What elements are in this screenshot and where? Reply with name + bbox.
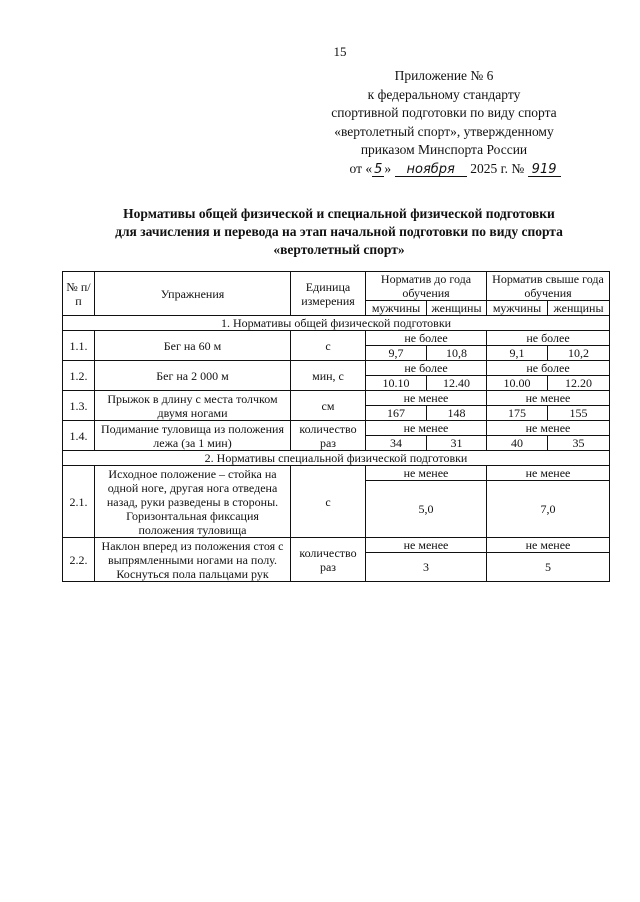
row-criterion-2: не менее bbox=[487, 538, 610, 553]
value-first-year: 3 bbox=[366, 553, 487, 582]
order-number: 919 bbox=[528, 163, 561, 177]
date-day: 5 bbox=[374, 161, 383, 177]
table-row bbox=[63, 361, 610, 376]
row-exercise: Наклон вперед из положения стоя с выпрямленными ногами на полу. Коснуться пола пальцами рук bbox=[95, 538, 291, 582]
date-year: 2025 г. № bbox=[470, 160, 525, 176]
row-criterion-1: не менее bbox=[366, 538, 487, 553]
value-women-2: 12.20 bbox=[548, 376, 610, 391]
appendix-line-4: «вертолетный спорт», утвержденному bbox=[334, 123, 554, 139]
title-line-2: для зачисления и перевода на этап начальной подготовки по виду спорта bbox=[115, 224, 563, 239]
value-women-2: 35 bbox=[548, 436, 610, 451]
row-criterion-1: не менее bbox=[366, 421, 487, 436]
value-first-year: 5,0 bbox=[366, 481, 487, 538]
row-exercise: Исходное положение – стойка на одной ноге, другая нога отведена назад, руки разведены в стороны. Горизонтальная фиксация положения туловища bbox=[95, 466, 291, 538]
row-criterion-2: не более bbox=[487, 331, 610, 346]
value-women-2: 10,2 bbox=[548, 346, 610, 361]
section-title-2: 2. Нормативы специальной физической подготовки bbox=[63, 451, 610, 466]
norms-table bbox=[62, 271, 610, 582]
header-num: № п/п bbox=[63, 272, 95, 316]
row-num: 1.3. bbox=[63, 391, 95, 421]
date-month: ноября bbox=[395, 163, 467, 177]
appendix-date-line bbox=[284, 160, 604, 179]
value-men-1: 9,7 bbox=[366, 346, 427, 361]
row-criterion-2: не менее bbox=[487, 421, 610, 436]
row-unit: количество раз bbox=[291, 421, 366, 451]
date-mid: » bbox=[384, 160, 392, 176]
value-above-year: 5 bbox=[487, 553, 610, 582]
value-above-year: 7,0 bbox=[487, 481, 610, 538]
table-row bbox=[63, 391, 610, 406]
value-men-2: 10.00 bbox=[487, 376, 548, 391]
row-exercise: Прыжок в длину с места толчком двумя ногами bbox=[95, 391, 291, 421]
appendix-line-5: приказом Минспорта России bbox=[360, 142, 528, 157]
value-women-1: 31 bbox=[427, 436, 487, 451]
header-exercise: Упражнения bbox=[95, 272, 291, 316]
value-women-2: 155 bbox=[548, 406, 610, 421]
table-row bbox=[63, 421, 610, 436]
header-men-1: мужчины bbox=[366, 301, 427, 316]
row-unit: с bbox=[291, 331, 366, 361]
row-unit: с bbox=[291, 466, 366, 538]
row-unit: см bbox=[291, 391, 366, 421]
row-exercise: Бег на 2 000 м bbox=[95, 361, 291, 391]
section-row bbox=[63, 451, 610, 466]
row-criterion-2: не менее bbox=[487, 391, 610, 406]
header-women-2: женщины bbox=[548, 301, 610, 316]
value-men-1: 10.10 bbox=[366, 376, 427, 391]
value-women-1: 148 bbox=[427, 406, 487, 421]
section-title-1: 1. Нормативы общей физической подготовки bbox=[63, 316, 610, 331]
row-num: 2.1. bbox=[63, 466, 95, 538]
table-row bbox=[63, 331, 610, 346]
table-row bbox=[63, 466, 610, 481]
row-exercise: Подимание туловища из положения лежа (за 1 мин) bbox=[95, 421, 291, 451]
header-women-1: женщины bbox=[427, 301, 487, 316]
row-num: 1.4. bbox=[63, 421, 95, 451]
row-exercise: Бег на 60 м bbox=[95, 331, 291, 361]
value-men-2: 40 bbox=[487, 436, 548, 451]
row-unit: мин, с bbox=[291, 361, 366, 391]
header-men-2: мужчины bbox=[487, 301, 548, 316]
appendix-line-2: к федеральному стандарту bbox=[367, 86, 521, 102]
page-number: 15 bbox=[333, 44, 347, 59]
row-criterion-1: не более bbox=[366, 361, 487, 376]
row-num: 1.1. bbox=[63, 331, 95, 361]
row-num: 2.2. bbox=[63, 538, 95, 582]
value-men-1: 167 bbox=[366, 406, 427, 421]
value-men-2: 175 bbox=[487, 406, 548, 421]
title-line-3: «вертолетный спорт» bbox=[273, 242, 405, 257]
row-num: 1.2. bbox=[63, 361, 95, 391]
appendix-header bbox=[284, 67, 604, 178]
value-women-1: 12.40 bbox=[427, 376, 487, 391]
table-header-row bbox=[63, 272, 610, 301]
title-line-1: Нормативы общей физической и специальной физической подготовки bbox=[123, 206, 555, 221]
section-row bbox=[63, 316, 610, 331]
row-unit: количество раз bbox=[291, 538, 366, 582]
row-criterion-1: не менее bbox=[366, 391, 487, 406]
row-criterion-2: не менее bbox=[487, 466, 610, 481]
document-title bbox=[64, 205, 614, 259]
row-criterion-1: не более bbox=[366, 331, 487, 346]
value-men-1: 34 bbox=[366, 436, 427, 451]
row-criterion-2: не более bbox=[487, 361, 610, 376]
appendix-line-3: спортивной подготовки по виду спорта bbox=[331, 105, 557, 120]
value-men-2: 9,1 bbox=[487, 346, 548, 361]
date-prefix: от « bbox=[349, 160, 373, 176]
header-first-year: Норматив до года обучения bbox=[366, 272, 487, 301]
value-women-1: 10,8 bbox=[427, 346, 487, 361]
appendix-line-1: Приложение № 6 bbox=[394, 68, 494, 83]
header-unit: Единица измерения bbox=[291, 272, 366, 316]
header-above-year: Норматив свыше года обучения bbox=[487, 272, 610, 301]
table-row bbox=[63, 538, 610, 553]
row-criterion-1: не менее bbox=[366, 466, 487, 481]
